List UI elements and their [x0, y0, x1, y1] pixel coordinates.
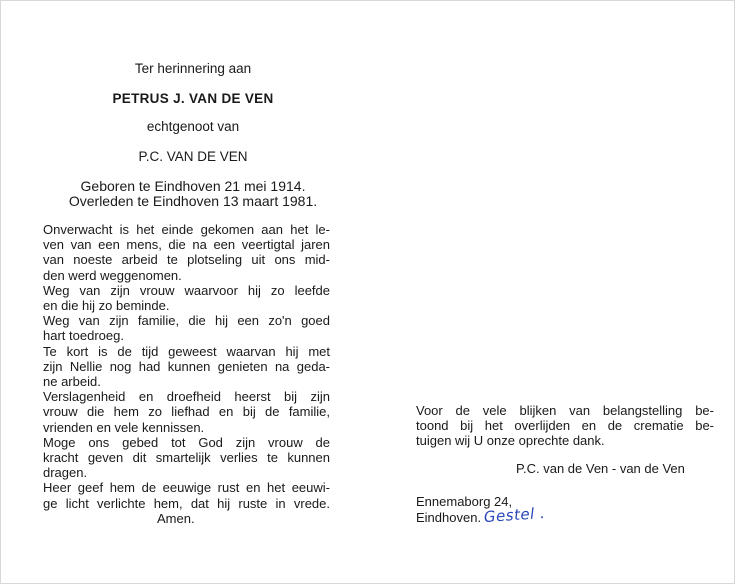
poem-line: dragen. — [43, 465, 88, 481]
address-city-line — [416, 503, 676, 526]
deceased-name: PETRUS J. VAN DE VEN — [112, 91, 274, 106]
poem-line: Verslagenheid en droefheid heerst bij zijn — [43, 389, 330, 405]
death-line: Overleden te Eindhoven 13 maart 1981. — [68, 193, 318, 209]
poem-line: vrienden en vele kennissen. — [43, 419, 205, 435]
poem-line: ne arbeid. — [43, 374, 101, 390]
spouse-name: P.C. VAN DE VEN — [138, 149, 248, 164]
thanks-line: toond bij het overlijden en de crematie be- — [416, 418, 714, 434]
handwritten-note: Gestel . — [483, 503, 546, 526]
thanks-line: tuigen wij U onze oprechte dank. — [416, 433, 605, 449]
poem-line: Moge ons gebed tot God zijn vrouw de — [43, 434, 330, 450]
address-city: Eindhoven. — [416, 509, 482, 525]
poem-line: hart toedroeg. — [43, 328, 124, 344]
relation-text: echtgenoot van — [146, 119, 240, 134]
family-address — [416, 494, 676, 525]
memorial-poem — [43, 222, 330, 526]
poem-amen: Amen. — [157, 510, 195, 526]
poem-line: Onverwacht is het einde gekomen aan het le- — [43, 222, 330, 237]
thanks-line: Voor de vele blijken van belangstelling be- — [416, 403, 714, 418]
intro-text: Ter herinnering aan — [134, 61, 252, 76]
poem-line: zijn Nellie nog had kunnen genieten na geda- — [43, 358, 330, 374]
address-street: Ennemaborg 24, — [416, 494, 513, 509]
poem-line: en die hij zo beminde. — [43, 298, 170, 314]
poem-line: ge licht verlichte hem, dat hij ruste in vrede. — [43, 495, 330, 511]
thanks-message — [416, 403, 714, 449]
poem-line: Te kort is de tijd geweest waarvan hij met — [43, 343, 330, 359]
poem-line: Weg van zijn familie, die hij een zo'n goed — [43, 313, 330, 329]
poem-line: vrouw die hem zo liefhad en bij de familie, — [43, 404, 330, 420]
family-signature: P.C. van de Ven - van de Ven — [516, 461, 685, 476]
poem-line: van noeste arbeid te plotseling uit ons mid- — [43, 252, 330, 268]
poem-line: Heer geef hem de eeuwige rust en het eeuwi- — [43, 480, 330, 496]
poem-line: ven van een mens, die na een veertigtal jaren — [43, 237, 330, 253]
poem-line: Weg van zijn vrouw waarvoor hij zo leefde — [43, 282, 330, 298]
poem-line: den werd weggenomen. — [43, 267, 182, 283]
poem-line: kracht geven dit smartelijk verlies te kunnen — [43, 450, 330, 466]
birth-line: Geboren te Eindhoven 21 mei 1914. — [80, 178, 306, 194]
